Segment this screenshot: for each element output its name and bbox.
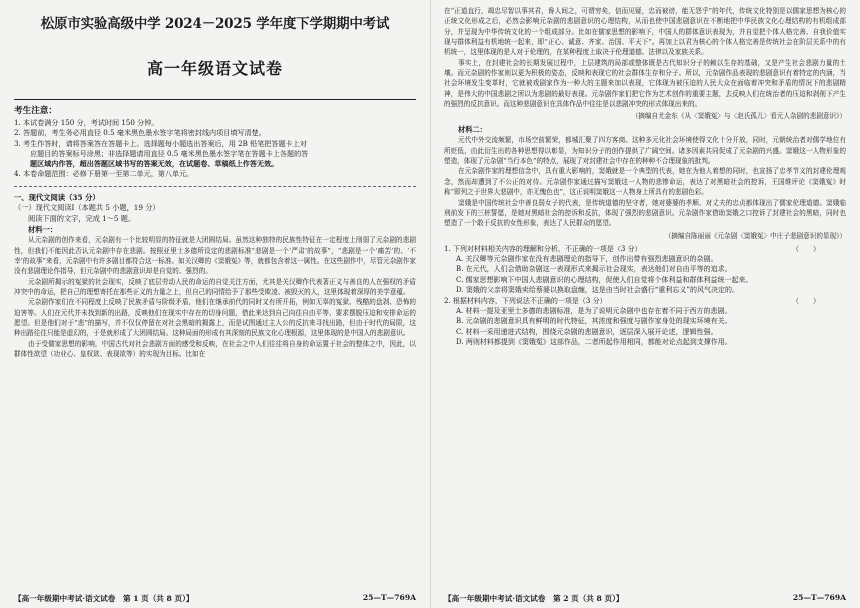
material-label: 材料二： bbox=[458, 125, 487, 135]
notice-item: 应题目的答案标号涂黑；非选择题请用直径 0.5 毫米黑色墨水签字笔在答题卡上各题的答 bbox=[30, 148, 309, 158]
paragraph: 在“正道直行，竭忠尽智以事其君，谗人间之，可谓穷矣，信而见疑，忠而被谤，能无怨乎”的年代，传统文化特别是以儒家思想为核心的正统文化形成之后，必然会影响元杂剧的悲剧意识的心理结构，从而也使中国悲剧意识在不断地把中华民族文化心理结构的有机组成部分，并呈现为中华传统文化的一个组成部分。比如在儒家思想的影响下，中国人的群体意识表现为，并自觉把个体人格完善、自我价值实现与群体利益有机地统一起来，即“正心、诚意、齐家、治国、平天下”。再加上以君为核心的个体人格完善是传统社会在阶层关系中的有机统一，这里体现的是人对于伦理的，在某种程度上取决于伦理道德、法律以及家族关系。 bbox=[444, 7, 846, 57]
material-1-body bbox=[14, 235, 416, 359]
answer-bracket: （ ） bbox=[792, 244, 820, 253]
paragraph: 元杂剧作家们在不同程度上反映了民族矛盾与阶级矛盾，他们在继承前代的同时又有所开拓，例如无辜的冤狱、残酷的盘剥、恐怖的迫害等。人们在元代并未找到新的出路，反映他们在现实中存在的切身问题，借此来达到自己向往自由平等、要求摆脱压迫和安排命运的愿望。但是他们对于“悲”的描写，并不仅仅停留在对社会黑暗的揭露上，而是试图通过主人公的反抗来寻找出路，但由于时代的局限，这种出路往往只能是虚幻的，于是就形成了大团圆结局。这种局面的形成有其深刻的民族文化心理根源，这里体现的是中国人的悲剧意识。 bbox=[14, 298, 416, 338]
option-a: A. 材料一提及亚里士多德的悲剧标准，是为了说明元杂剧中也存在着不同于西方的悲剧。 bbox=[456, 306, 732, 315]
instruction-text: 阅读下面的文字，完成 1～5 题。 bbox=[28, 213, 136, 223]
question-1 bbox=[444, 244, 846, 296]
notice-item: 3. 考生作答时，请将答案答在答题卡上。选择题每小题选出答案后，用 2B 铅笔把答题卡上对 bbox=[14, 138, 307, 148]
footer-code: 25—T—769A bbox=[362, 593, 416, 602]
paragraph: 窦娥是中国传统社会中善良弱女子的代表，是传统道德的坚守者，她对婆婆的孝顺、对丈夫的忠贞都体现出了儒家伦理道德。窦娥临刑前发下的三桩誓愿，是她对黑暗社会的控诉和反抗，体现了强烈的悲剧意识。元杂剧作家借助窦娥之口控诉了封建社会的黑暗，同时也塑造了一个敢于反抗的女性形象，表达了人民群众的愿望。 bbox=[444, 198, 846, 228]
material-label: 材料一： bbox=[28, 224, 58, 234]
material-1-continued bbox=[444, 6, 846, 109]
option-c: C. 材料一采用递进式结构，围绕元杂剧的悲剧意识，逐层深入展开论述，逻辑性强。 bbox=[456, 327, 718, 336]
citation: （摘编自陈丽丽《元杂剧〈窦娥冤〉中庄子悲剧意识的显现》） bbox=[664, 231, 846, 240]
page-footer bbox=[14, 593, 416, 604]
question-stem: 1. 下列对材料相关内容的理解和分析，不正确的一项是（3 分） （ ） bbox=[444, 244, 846, 254]
paragraph: 元杂剧所揭示的冤狱的社会现实，反映了底层劳动人民的命运的自觉关注方面，尤其是关汉卿作代表著正义与善良的人在强权的矛盾冲突中的命运，把自己的理想寄托在那些正义的力量之上，但自己的同情给予了那些受欺凌、被毁灭的人，这里体现着深厚的美学意蕴。 bbox=[14, 277, 416, 296]
option-b: B. 元杂剧的悲剧意识具有鲜明的时代特征，其浓度和强度与剧作家身处的现实环境有关。 bbox=[456, 317, 732, 326]
notice-item: 2. 答题前，考生务必用直径 0.5 毫米黑色墨水签字笔将密封线内项目填写清楚。 bbox=[14, 128, 266, 138]
option-b: B. 在元代，人们会借助杂剧这一表现形式来揭示社会现实，表达他们对自由平等的追求。 bbox=[456, 265, 732, 274]
footer-code: 25—T—769A bbox=[792, 593, 846, 602]
paragraph: 事实上，在封建社会的长期发展过程中，上层建筑的局部或整体既是古代知识分子的赖以生存的基础，又是产生社会悲剧力量的土壤。而元杂剧的作家则以更为积极的姿态，反映和表现它的社会群体生存和分子。所以，元杂剧作品表现的悲剧意识有着特定的内涵，当社会环境发生变革时，它就被戏剧家作为一种大的主题来加以表现，它体现为被压迫的人民大众在面临着冲突和矛盾的情况下的悲剧精神，是伟大的中国悲剧之所以为悲剧的最好表现。元杂剧作家们把它作为艺术创作的重要主题，去反映人们在统治者的压迫和剥削下产生的强烈的反抗意识。而这种悲剧意识在具体作品中往往是以悲剧冲突的形式体现出来的。 bbox=[444, 58, 846, 109]
paragraph: 在元杂剧作家的理想信念中，具有重大影响的，窦娥就是一个典型的代表，她在为他人着想的同时，也宣扬了忠孝节义的封建伦理观念，然而却遭到了不公正的对待。元杂剧作家通过描写窦娥这一人物的悲惨命运，表达了对黑暗社会的控诉，王国维评论《窦娥冤》时称“即列之于世界大悲剧中，亦无愧色也”，这正说明窦娥这一人物身上所具有的悲剧色彩。 bbox=[444, 167, 846, 197]
material-2-body bbox=[444, 135, 846, 228]
notice-item-emphasis: 题区域内作答，超出答题区域书写的答案无效，在试题卷、草稿纸上作答无效。 bbox=[30, 159, 279, 169]
question-2 bbox=[444, 296, 846, 348]
paragraph: 由于受儒家思想的影响，中国古代对社会悲剧方面的感受和反映，在社会之中人们往往将自身的命运置于社会的整体之中，因此，以群体性欲望（功业心、皇权欲、表现欲等）的实现为目标。比如在 bbox=[14, 339, 416, 358]
page-2 bbox=[430, 0, 860, 608]
exam-title: 松原市实验高级中学 2024－2025 学年度下学期期中考试 bbox=[40, 16, 390, 32]
question-stem: 2. 根据材料内容，下列说法不正确的一项是（3 分） （ ） bbox=[444, 296, 846, 306]
notice-block bbox=[14, 104, 416, 180]
notice-item: 1. 本试卷满分 150 分，考试时间 150 分钟。 bbox=[14, 118, 159, 127]
footer-label: 【高一年级期中考试·语文试卷 第 1 页（共 8 页）】 bbox=[14, 594, 194, 603]
page-footer bbox=[444, 593, 846, 604]
option-a: A. 关汉卿等元杂剧作家在没有悲剧理论的指导下，创作出带有强烈悲剧意识的杂剧。 bbox=[456, 254, 718, 263]
citation: （摘编自尤金东《从〈窦娥冤〉与〈赵氏孤儿〉看元人杂剧的悲剧意识》） bbox=[631, 112, 846, 121]
section-heading: 一、现代文阅读（35 分） bbox=[14, 192, 100, 202]
notice-item: 4. 本卷命题范围：必修下册第一至第二单元，第八单元。 bbox=[14, 169, 194, 179]
paper-title: 高一年级语文试卷 bbox=[146, 59, 283, 78]
notice-heading: 考生注意： bbox=[14, 106, 57, 116]
title-rule bbox=[14, 99, 416, 100]
option-d: D. 窦娥的父亲将窦娥卖给蔡婆以换取盘缠，这是由当时社会盛行“重利忘义”的风气决定的。 bbox=[456, 286, 739, 295]
notice-divider bbox=[14, 186, 416, 187]
option-c: C. 儒家思想影响下中国人悲剧意识的心理结构，促使人们自觉将个体利益和群体利益统一起来。 bbox=[456, 275, 753, 284]
paragraph: 元代中外交流频繁，市场空前繁荣，都城汇聚了四方客商。这种多元化社会环境使得文化十分开放，同时，元朝统治者对儒学地位有所贬低，由此衍生出的各种思想得以彰显，为知识分子的创作提供了广阔空间。诸多因素共同促成了元杂剧的兴盛。窦娥这一人物形象的塑造，体现了元杂剧“当行本色”的特点，展现了对封建社会中存在的种种不合理现象的批判。 bbox=[444, 136, 846, 166]
paragraph: 从元杂剧的创作来看，元杂剧有一个比较明显的特征就是大团圆结局。虽然这种独特的民族性特征在一定程度上削弱了元杂剧的悲剧性，但我们不能因此否认元杂剧中存在悲剧。按照亚里士多德所设定的悲剧标准“悲剧是一个‘严肃’的故事”，“悲剧是一个‘痛苦’的、‘不幸’的故事”来看，元杂剧中有许多剧目都符合这一标准。如关汉卿的《窦娥冤》等，就都包含着这一属性。在这些剧作中，尽管元杂剧作家没有悲剧理论作指导，但元杂剧中的悲剧意识却是自觉的、强烈的。 bbox=[14, 236, 416, 276]
answer-bracket: （ ） bbox=[792, 296, 820, 305]
footer-label: 【高一年级期中考试·语文试卷 第 2 页（共 8 页）】 bbox=[444, 594, 624, 603]
subsection-heading: （一）现代文阅读Ⅰ（本题共 5 小题，19 分） bbox=[14, 203, 160, 213]
option-d: D. 两则材料都提到《窦娥冤》这部作品，二者所起作用相同，都能对论点起到支撑作用。 bbox=[456, 338, 732, 347]
